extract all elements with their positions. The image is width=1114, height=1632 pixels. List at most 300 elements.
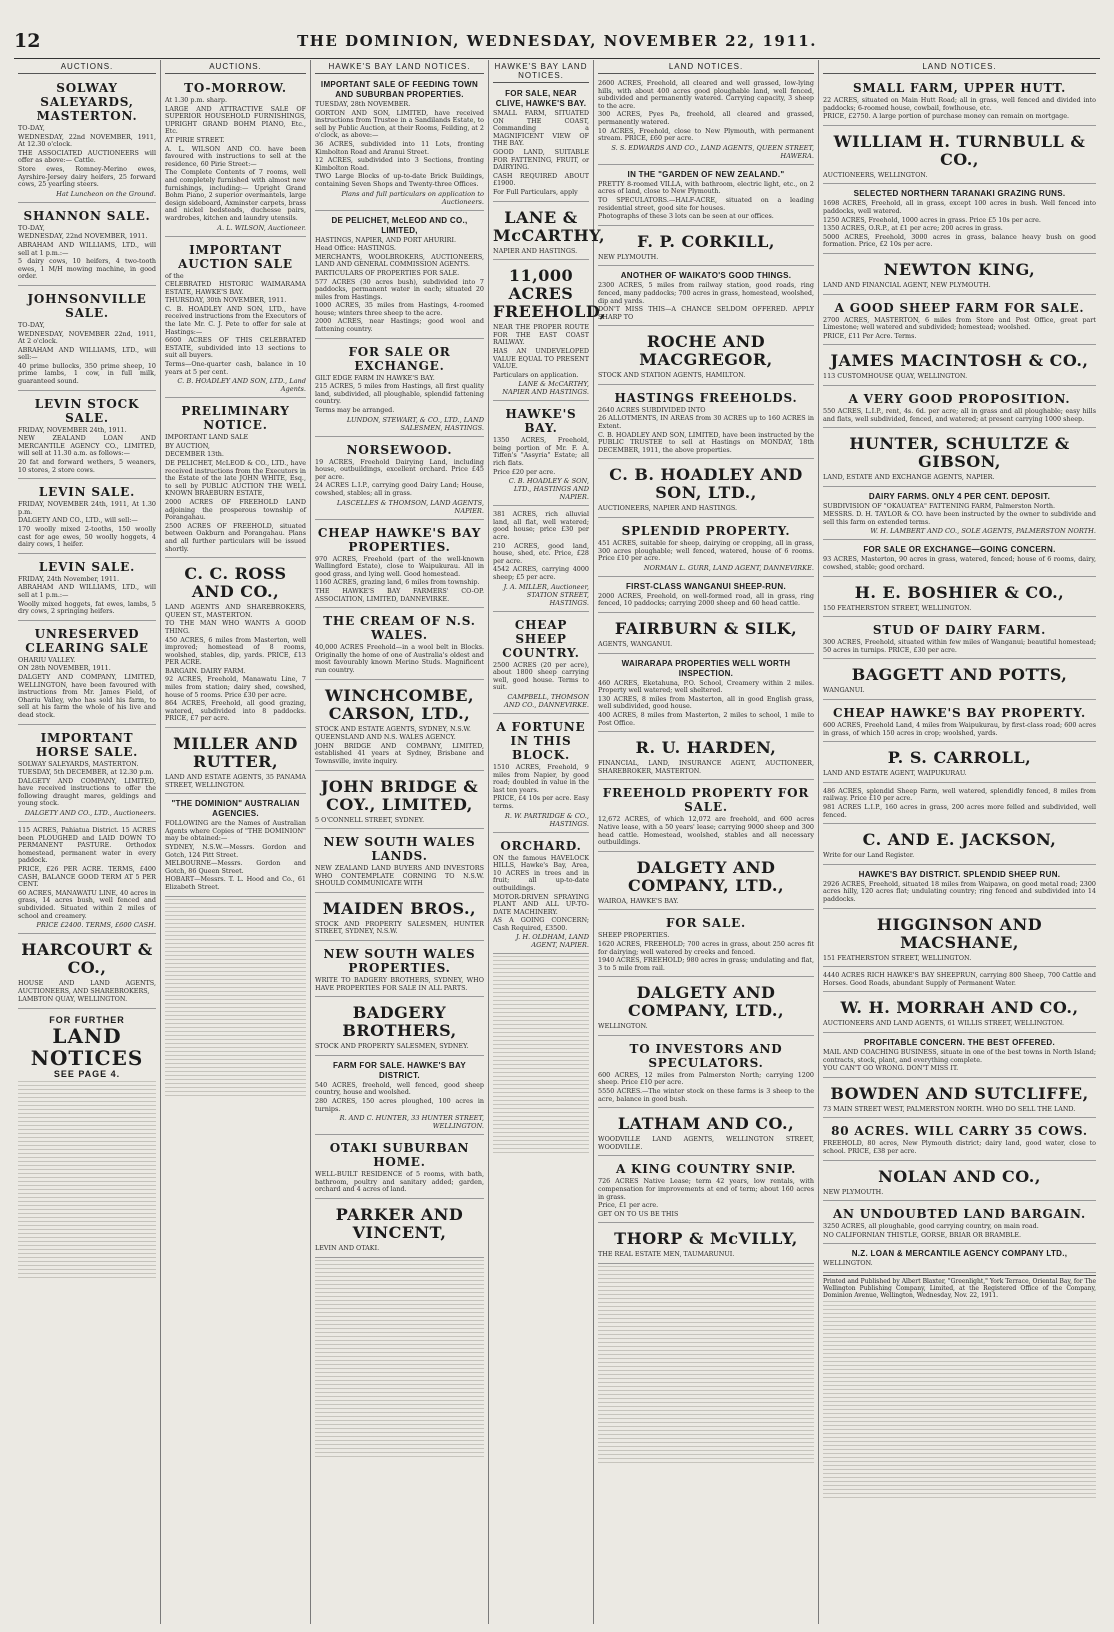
ad-text: 5000 ACRES, Freehold, 3000 acres in grass, balance heavy bush on good formation. Price, £2 10s per acre.	[823, 232, 1096, 249]
ad-text: LAMBTON QUAY, WELLINGTON.	[18, 995, 128, 1004]
ad-text: FRIDAY, 24th November, 1911.	[18, 574, 120, 583]
ad-text: 450 ACRES, 6 miles from Masterton, well improved; homestead of 8 rooms, woolshed, stables, dip, yards. PRICE, £13 PER ACRE.	[165, 635, 306, 667]
ad-heading: LEVIN SALE.	[38, 559, 136, 574]
ad-text: AUCTIONEERS, WELLINGTON.	[823, 170, 928, 179]
advertisement	[315, 213, 484, 339]
ad-heading: THORP & McVILLY,	[614, 1229, 798, 1249]
advertisement	[598, 579, 814, 613]
advertisement	[823, 489, 1096, 541]
ad-text: MOTOR-DRIVEN SPRAYING PLANT AND ALL UP-TO-DATE MACHINERY.	[493, 892, 589, 916]
ad-text: GOOD LAND, SUITABLE FOR FATTENING, FRUIT, or DAIRYING.	[493, 147, 589, 172]
ad-text: 170 woolly mixed 2-tooths, 150 woolly cast for age ewes, 50 woolly hoggets, 4 dairy cows, 1 heifer.	[18, 525, 156, 549]
ad-text: TWO Large Blocks of up-to-date Brick Buildings, containing Seven Shops and Twenty-three Offices.	[315, 172, 484, 188]
advertisement	[598, 461, 814, 518]
ad-heading: THE CREAM OF N.S. WALES.	[323, 614, 476, 643]
ad-heading: C. B. HOADLEY AND SON, LTD.,	[609, 465, 803, 503]
ad-heading: FOR SALE, NEAR CLIVE, HAWKE'S BAY.	[495, 89, 587, 108]
ad-text: 864 ACRES, Freehold, all good grazing, watered, subdivided into 8 paddocks. PRICE, £7 per acre.	[165, 699, 306, 723]
ad-text: AT PIRIE STREET.	[165, 135, 225, 144]
ad-text: STOCK AND PROPERTY SALESMEN, HUNTER STREET, SYDNEY, N.S.W.	[315, 919, 484, 936]
ad-text: 300 ACRES, Pyes Pa, freehold, all cleared and grassed, permanently watered.	[598, 110, 814, 126]
ad-text: WOODVILLE LAND AGENTS, WELLINGTON STREET, WOODVILLE.	[598, 1135, 814, 1151]
ad-heading: PRELIMINARY NOTICE.	[181, 404, 290, 433]
ad-text: 981 ACRES L.I.P., 160 acres in grass, 200 acres more felled and subdivided, well fenced.	[823, 803, 1096, 819]
ad-text: C. B. HOADLEY AND SON, LTD., have received instructions from the Executors of the late Mr. C. J. Pete to offer for sale at Hastings:—	[165, 304, 306, 336]
ad-text: 2000 ACRES, Freehold, on well-formed road, all in grass, ring fenced, 10 paddocks; carrying 2000 sheep and 60 head cattle.	[598, 591, 814, 608]
advertisement	[598, 167, 814, 226]
ad-text: STOCK AND STATION AGENTS, HAMILTON.	[598, 371, 746, 380]
printer-imprint: Printed and Published by Albert Blaxter, "Greenlight," York Terrace, Oriental Bay, for The Wellington Publishing Company, Limited, at the Registered Office of the Company, Dominion Avenue, Wellington, Wednesday, Nov. 22, 1911.	[823, 1275, 1096, 1299]
advertisement	[823, 77, 1096, 126]
column-header: LAND NOTICES.	[598, 60, 814, 74]
advertisement	[315, 943, 484, 997]
ad-text: 2700 ACRES, MASTERTON, 6 miles from Store and Post Office, great part Limestone; well watered and subdivided; homestead; woolshed.	[823, 315, 1096, 332]
ad-text: 1350 ACRES, O.R.P., at £1 per acre; 200 acres in grass.	[823, 224, 1003, 233]
ad-heading: HARCOURT & CO.,	[21, 940, 153, 978]
ad-text: TUESDAY, 28th NOVEMBER.	[315, 100, 411, 108]
advertisement	[823, 430, 1096, 487]
ad-text: 2500 ACRES (20 per acre), about 1800 sheep carrying well, good house. Terms to suit.	[493, 660, 589, 692]
ad-text: HOBART—Messrs. T. L. Hood and Co., 61 Elizabeth Street.	[165, 875, 306, 891]
ad-text: PRICE, £4 10s per acre. Easy terms.	[493, 794, 589, 810]
ad-heading: HAWKE'S BAY.	[505, 407, 577, 436]
ad-text: 600 ACRES, 12 miles from Palmerston North; carrying 1200 sheep. Price £10 per acre.	[598, 1070, 814, 1087]
ad-heading: R. U. HARDEN,	[635, 738, 777, 758]
ad-heading: JAMES MACINTOSH & CO.,	[830, 351, 1089, 371]
ad-text: 2000 ACRES OF FREEHOLD LAND adjoining the prosperous township of Porangahau.	[165, 497, 306, 522]
ad-text: 130 ACRES, 8 miles from Masterton, all in good English grass, well subdivided, good house.	[598, 694, 814, 711]
ad-text: TO SPECULATORS.—HALF-ACRE, situated on a leading residential street, good site for houses.	[598, 195, 814, 212]
ad-heading: JOHNSONVILLE SALE.	[27, 291, 147, 320]
advertisement	[315, 439, 484, 520]
advertisement	[165, 400, 306, 558]
ad-text: PRETTY 8-roomed VILLA, with bathroom, electric light, etc., on 2 acres of land, close to New Plymouth.	[598, 179, 814, 196]
advertisement	[493, 403, 589, 506]
advertisement	[598, 1110, 814, 1156]
ad-heading: FOR SALE OR EXCHANGE.	[348, 344, 451, 373]
ad-heading: ROCHE AND MACGREGOR,	[639, 332, 773, 370]
ad-text: WANGANUI.	[823, 686, 865, 695]
ad-text: 60 ACRES, MANAWATU LINE, 40 acres in grass, 14 acres bush, well fenced and subdivided. Situated within 2 miles of school and creamery.	[18, 888, 156, 920]
advertisement	[823, 1203, 1096, 1244]
footer-see-page: SEE PAGE 4.	[53, 1068, 121, 1079]
advertisement	[823, 388, 1096, 428]
ad-signature: A. L. WILSON, Auctioneer.	[217, 223, 306, 232]
ad-text: 2640 ACRES SUBDIVIDED INTO	[598, 405, 706, 414]
small-print-filler	[315, 1260, 484, 1460]
ad-text: HASTINGS, NAPIER, AND PORT AHURIRI.	[315, 235, 457, 244]
ad-text: 300 ACRES, Freehold, situated within few miles of Wanganui; beautiful homestead; 50 acres in turnips. PRICE, £30 per acre.	[823, 638, 1096, 654]
ad-text: Terms—One-quarter cash, balance in 10 years at 5 per cent.	[165, 360, 306, 376]
ad-text: ABRAHAM AND WILLIAMS, LTD., will sell at 1 p.m.:—	[18, 240, 156, 257]
advertisement	[18, 936, 156, 1009]
advertisement	[18, 727, 156, 823]
ad-text: 151 FEATHERSTON STREET, WELLINGTON.	[823, 953, 972, 962]
ad-heading: SMALL FARM, UPPER HUTT.	[852, 81, 1067, 95]
advertisement	[315, 999, 484, 1056]
ad-text: 24 ACRES L.I.P., carrying good Dairy Land; House, cowshed, stables; all in grass.	[315, 481, 484, 497]
ad-text: 36 ACRES, subdivided into 11 Lots, fronting Kimbolton Road and Aranui Street.	[315, 139, 484, 156]
advertisement	[823, 994, 1096, 1033]
ad-text: 2300 ACRES, 5 miles from railway station, good roads, ring fenced, many paddocks; 700 acres in grass, homestead, woolshed, dip and yards.	[598, 281, 814, 305]
ad-text: GORTON AND SON, LIMITED, have received instructions from Trustee in a Sandilands Estate, to sell by Public Auction, at their Rooms, Feilding, at 2 o'clock, as above:—	[315, 108, 484, 140]
ad-text: MAIL AND COACHING BUSINESS, situate in one of the best towns in North Island; contracts, stock, plant, and everything complete.	[823, 1047, 1096, 1064]
ad-text: DALGETY AND CO., LTD., will sell:—	[18, 516, 138, 525]
ad-text: 280 ACRES, 150 acres ploughed, 100 acres in turnips.	[315, 1097, 484, 1113]
ad-heading: FOR SALE.	[665, 916, 747, 931]
newspaper-title: THE DOMINION, WEDNESDAY, NOVEMBER 22, 1911.	[297, 32, 817, 50]
ad-text: 4542 ACRES, carrying 4000 sheep; £5 per acre.	[493, 565, 589, 581]
advertisement	[598, 734, 814, 780]
ad-text: 3250 ACRES, all ploughable, good carrying country, on main road.	[823, 1222, 1039, 1231]
advertisement	[315, 1201, 484, 1258]
ad-signature: PRICE £2400. TERMS, £600 CASH.	[36, 921, 156, 930]
masthead	[14, 28, 1100, 59]
ad-text: For Full Particulars, apply	[493, 187, 578, 196]
ad-text: SOLWAY SALEYARDS, MASTERTON.	[18, 759, 139, 768]
advertisement	[823, 867, 1096, 909]
advertisement	[598, 228, 814, 267]
ad-text: 40,000 ACRES Freehold—in a wool belt in Blocks. Originally the home of one of Australia's oldest and most favourably known Merino Studs. Magnificent run country.	[315, 643, 484, 674]
advertisement	[18, 393, 156, 480]
advertisement	[823, 297, 1096, 346]
ad-heading: STUD OF DAIRY FARM.	[872, 623, 1047, 638]
ad-text: 1160 ACRES, grazing land, 6 miles from township.	[315, 578, 480, 587]
advertisement	[823, 744, 1096, 783]
ad-heading: DE PELICHET, McLEOD AND CO., LIMITED,	[331, 215, 468, 235]
advertisement	[315, 341, 484, 437]
ad-text: BY AUCTION,	[165, 441, 210, 450]
column-header: HAWKE'S BAY LAND NOTICES.	[493, 60, 589, 83]
ad-heading: 80 ACRES. WILL CARRY 35 COWS.	[831, 1124, 1088, 1139]
ad-heading: NORSEWOOD.	[346, 442, 453, 457]
ad-text: 486 ACRES, splendid Sheep Farm, well watered, splendidly fenced, 8 miles from railway. Price £10 per acre.	[823, 786, 1096, 803]
ad-text: 5550 ACRES.—The winter stock on these farms is 3 sheep to the acre, balance in good bush.	[598, 1087, 814, 1103]
ad-heading: P. S. CARROLL,	[887, 748, 1032, 768]
ad-text: 5 dairy cows, 10 heifers, 4 two-tooth ewes, 1 M/H mowing machine, in good order.	[18, 257, 156, 281]
ad-text: A. L. WILSON AND CO. have been favoured with instructions to sell at the residence, 60 Pirie Street:—	[165, 144, 306, 168]
ad-text: WELL-BUILT RESIDENCE of 5 rooms, with bath, bathroom, poultry and sanitary added; garden, orchard and 4 acres of land.	[315, 1170, 484, 1194]
ad-signature: LASCELLES & THOMSON, LAND AGENTS, NAPIER.	[336, 498, 484, 515]
ad-heading: FOR SALE OR EXCHANGE—GOING CONCERN.	[863, 545, 1056, 555]
ad-text: NAPIER AND HASTINGS.	[493, 246, 578, 255]
ad-text: WEDNESDAY, 22nd NOVEMBER, 1911.	[18, 232, 148, 241]
advertisement	[18, 205, 156, 286]
ad-signature: CAMPBELL, THOMSON AND CO., DANNEVIRKE.	[504, 692, 589, 709]
advertisement	[493, 614, 589, 714]
ad-text: LAND AND FINANCIAL AGENT, NEW PLYMOUTH.	[823, 280, 991, 289]
ad-text: FRIDAY, NOVEMBER 24th, 1911, At 1.30 p.m.	[18, 500, 156, 516]
ad-heading: BADGERY BROTHERS,	[342, 1003, 457, 1041]
advertisement	[823, 911, 1096, 968]
ad-heading: NEW SOUTH WALES PROPERTIES.	[323, 947, 476, 976]
ad-signature: LUNDON, STEWART, & CO., LTD., LAND SALESMEN, HASTINGS.	[346, 415, 484, 432]
ad-text: 10 ACRES, Freehold, close to New Plymouth, with permanent stream. PRICE, £60 per acre.	[598, 126, 814, 143]
ad-text: 1000 ACRES, 35 miles from Hastings, 4-roomed house; winters three sheep to the acre.	[315, 301, 484, 317]
ad-text: Photographs of these 3 lots can be seen at our offices.	[598, 212, 774, 221]
column-6	[819, 60, 1100, 1624]
ad-heading: W. H. MORRAH AND CO.,	[840, 998, 1079, 1018]
ad-heading: HIGGINSON AND MACSHANE,	[876, 914, 1043, 952]
advertisement	[598, 328, 814, 385]
ad-heading: FREEHOLD PROPERTY FOR SALE.	[602, 786, 810, 815]
small-print-filler	[823, 1301, 1096, 1501]
ad-text: FREEHOLD, 80 acres, New Plymouth district; dairy land, good water, close to school. PRICE, £38 per acre.	[823, 1139, 1096, 1155]
columns-container	[14, 60, 1100, 1624]
ad-heading: NEWTON KING,	[883, 259, 1036, 279]
ad-text: DECEMBER 13th.	[165, 450, 224, 459]
advertisement	[598, 1225, 814, 1264]
column-3	[311, 60, 489, 1624]
ad-text: ON the famous HAVELOCK HILLS, Hawke's Bay, Area, 10 ACRES in trees and in fruit; all up-to-date outbuildings.	[493, 853, 589, 892]
ad-text: WEDNESDAY, NOVEMBER 22nd, 1911, At 2 o'clock.	[18, 329, 156, 346]
ad-text: 93 ACRES, Masterton, 90 acres in grass, watered, fenced; house of 6 rooms, dairy, cowshed, stable; good orchard.	[823, 555, 1096, 572]
advertisement	[823, 1035, 1096, 1078]
ad-heading: CHEAP HAWKE'S BAY PROPERTIES.	[317, 525, 482, 554]
ad-text: 12 ACRES, subdivided into 3 Sections, fronting Kimbolton Road.	[315, 156, 484, 172]
advertisement	[18, 623, 156, 725]
advertisement	[493, 508, 589, 611]
ad-text: CASH REQUIRED ABOUT £1900.	[493, 171, 589, 188]
ad-heading: PROFITABLE CONCERN. THE BEST OFFERED.	[864, 1037, 1055, 1047]
ad-heading: FAIRBURN & SILK,	[614, 619, 798, 638]
ad-text: 6600 ACRES OF THIS CELEBRATED ESTATE, subdivided into 13 sections to suit all buyers.	[165, 336, 306, 360]
advertisement	[165, 796, 306, 896]
advertisement	[315, 831, 484, 893]
ad-text: FINANCIAL, LAND, INSURANCE AGENT, AUCTIONEER, SHAREBROKER, MASTERTON.	[598, 759, 814, 775]
ad-text: SHEEP PROPERTIES.	[598, 931, 670, 940]
ad-heading: A FORTUNE IN THIS BLOCK.	[496, 719, 586, 762]
ad-text: NEW PLYMOUTH.	[598, 252, 659, 261]
ad-heading: IMPORTANT HORSE SALE.	[35, 730, 139, 759]
advertisement	[165, 560, 306, 728]
ad-text: 1940 ACRES, FREEHOLD; 980 acres in grass; undulating and flat, 3 to 5 mile from rail.	[598, 956, 814, 972]
column-header: HAWKE'S BAY LAND NOTICES.	[315, 60, 484, 74]
ad-heading: A KING COUNTRY SNIP.	[615, 1162, 797, 1177]
footer-for-further: FOR FURTHER	[49, 1014, 125, 1025]
ad-heading: DALGETY AND COMPANY, LTD.,	[627, 983, 785, 1021]
ad-heading: SPLENDID PROPERTY.	[621, 524, 791, 539]
ad-text: 550 ACRES, L.I.P., rent, 4s. 6d. per acre; all in grass and all ploughable; easy hills and flats, well subdivided, fenced, and watered; at present carrying 1000 sheep.	[823, 406, 1096, 423]
ad-signature: NORMAN L. GURR, LAND AGENT, DANNEVIRKE.	[643, 563, 814, 572]
ad-text: SMALL FARM, SITUATED ON THE COAST, Commanding a MAGNIFICENT VIEW OF THE BAY.	[493, 109, 589, 148]
ad-heading: IMPORTANT SALE OF FEEDING TOWN AND SUBURBAN PROPERTIES.	[320, 80, 479, 99]
ad-signature: W. H. LAMBERT AND CO., SOLE AGENTS, PALMERSTON NORTH.	[870, 527, 1096, 536]
advertisement	[598, 912, 814, 977]
advertisement	[598, 656, 814, 733]
ad-heading: DAIRY FARMS. ONLY 4 PER CENT. DEPOSIT.	[868, 491, 1051, 501]
ad-text: WELLINGTON.	[823, 1259, 873, 1268]
land-notices-footer	[18, 1015, 156, 1079]
ad-heading: LATHAM AND CO.,	[617, 1114, 795, 1134]
advertisement	[315, 522, 484, 609]
ad-text: NEW PLYMOUTH.	[823, 1187, 884, 1196]
ad-text: THE ASSOCIATED AUCTIONEERS will offer as above:— Cattle.	[18, 148, 156, 165]
ad-heading: CHEAP HAWKE'S BAY PROPERTY.	[833, 706, 1086, 721]
ad-heading: ANOTHER OF WAIKATO'S GOOD THINGS.	[620, 271, 792, 281]
ad-text: TO THE MAN WHO WANTS A GOOD THING.	[165, 619, 306, 635]
advertisement	[315, 895, 484, 941]
ad-heading: A GOOD SHEEP FARM FOR SALE.	[834, 300, 1085, 315]
ad-signature: Hat Luncheon on the Ground.	[56, 189, 156, 198]
ad-text: STOCK AND PROPERTY SALESMEN, SYDNEY.	[315, 1042, 469, 1051]
ad-text: 1698 ACRES, Freehold, all in grass, except 100 acres in bush. Well fenced into paddocks, well watered.	[823, 199, 1096, 215]
ad-signature: S. S. EDWARDS AND CO., LAND AGENTS, QUEEN STREET, HAWERA.	[611, 143, 814, 160]
small-print-filler	[165, 899, 306, 1099]
advertisement	[165, 77, 306, 237]
ad-text: LAND AND ESTATE AGENT, WAIPUKURAU.	[823, 769, 967, 778]
ad-signature: J. H. OLDHAM, LAND AGENT, NAPIER.	[516, 933, 589, 950]
ad-heading: CHEAP SHEEP COUNTRY.	[502, 617, 580, 660]
ad-text: ABRAHAM AND WILLIAMS, LTD., will sell at 1 p.m.:—	[18, 583, 156, 599]
ad-text: THE REAL ESTATE MEN, TAUMARUNUI.	[598, 1250, 735, 1259]
advertisement	[823, 702, 1096, 742]
ad-heading: LEVIN STOCK SALE.	[34, 396, 140, 425]
ad-heading: LEVIN SALE.	[38, 485, 136, 500]
ad-text: 26 ALLOTMENTS, IN AREAS from 30 ACRES up to 160 ACRES in Extent.	[598, 414, 814, 431]
ad-text: WELLINGTON.	[598, 1022, 648, 1031]
ad-heading: AN UNDOUBTED LAND BARGAIN.	[832, 1207, 1087, 1222]
ad-text: PRICE, £26 PER ACRE. TERMS, £400 CASH, BALANCE GOOD TERM AT 5 PER CENT.	[18, 865, 156, 889]
ad-text: The Complete Contents of 7 rooms, well and completely furnished with almost new furnishings, including:— Upright Grand Bohm Piano, 2 superior overmantels, large design sideboard, Axminster carpets, brass and nickel bedsteads, duchesse pairs, wardrobes, kitchen and laundry utensils.	[165, 168, 306, 222]
column-header: AUCTIONS.	[18, 60, 156, 74]
small-print-filler	[598, 1266, 814, 1466]
ad-text: 400 ACRES, 8 miles from Masterton, 2 miles to school, 1 mile to Post Office.	[598, 710, 814, 727]
ad-text: ABRAHAM AND WILLIAMS, LTD., will sell:—	[18, 345, 156, 362]
ad-heading: H. E. BOSHIER & CO.,	[854, 582, 1065, 602]
ad-heading: IMPORTANT AUCTION SALE	[178, 242, 293, 271]
ad-signature: LANE & McCARTHY, NAPIER AND HASTINGS.	[502, 380, 589, 397]
ad-text: LARGE AND ATTRACTIVE SALE OF SUPERIOR HOUSEHOLD FURNISHINGS, UPRIGHT GRAND BOHM PIANO, Etc., Etc.	[165, 104, 306, 136]
ad-text: AS A GOING CONCERN; Cash Required, £3500.	[493, 916, 589, 932]
ad-heading: A VERY GOOD PROPOSITION.	[848, 391, 1071, 406]
ad-heading: ORCHARD.	[500, 838, 582, 853]
ad-heading: C. C. ROSS AND CO.,	[184, 564, 287, 602]
advertisement	[823, 1080, 1096, 1119]
advertisement	[493, 835, 589, 955]
advertisement	[18, 77, 156, 203]
ad-text: TUESDAY, 5th DECEMBER, at 12.30 p.m.	[18, 768, 154, 777]
advertisement	[823, 347, 1096, 386]
ad-signature: C. B. HOADLEY & SON, LTD., HASTINGS AND NAPIER.	[508, 477, 589, 502]
ad-text: AGENTS, WANGANUI.	[598, 640, 673, 648]
ad-heading: 11,000 ACRES FREEHOLD,	[493, 266, 606, 322]
advertisement	[315, 682, 484, 771]
ad-text: 1510 ACRES, Freehold, 9 miles from Napier, by good road; doubled in value in the last ten years.	[493, 762, 589, 794]
advertisement	[493, 204, 606, 261]
ad-text: 150 FEATHERSTON STREET, WELLINGTON.	[823, 603, 972, 612]
advertisement	[823, 785, 1096, 824]
ad-signature: J. A. MILLER, Auctioneer, STATION STREET, HASTINGS.	[503, 582, 589, 607]
ad-text: OHARIU VALLEY.	[18, 655, 76, 664]
ad-text: THURSDAY, 30th NOVEMBER, 1911.	[165, 296, 287, 305]
footer-land-notices: LAND NOTICES	[30, 1023, 144, 1070]
advertisement	[315, 773, 484, 830]
advertisement	[823, 186, 1096, 254]
ad-text: TO-DAY,	[18, 320, 45, 329]
ad-text: MERCHANTS, WOOLBROKERS, AUCTIONEERS, LAND AND GENERAL COMMISSION AGENTS.	[315, 252, 484, 269]
advertisement	[315, 1058, 484, 1135]
ad-heading: TO-MORROW.	[184, 81, 287, 95]
ad-heading: FARM FOR SALE. HAWKE'S BAY DISTRICT.	[333, 1060, 466, 1080]
advertisement	[493, 716, 589, 833]
ad-text: AUCTIONEERS AND LAND AGENTS, 61 WILLIS STREET, WELLINGTON.	[823, 1019, 1064, 1028]
ad-heading: SOLWAY SALEYARDS, MASTERTON.	[36, 81, 138, 123]
ad-text: GILT EDGE FARM IN HAWKE'S BAY.	[315, 373, 435, 382]
ad-text: FOLLOWING are the Names of Australian Agents where Copies of "THE DOMINION" may be obtained:—	[165, 819, 306, 843]
ad-heading: WINCHCOMBE, CARSON, LTD.,	[324, 685, 475, 723]
ad-text: Head Office: HASTINGS.	[315, 244, 396, 253]
advertisement	[315, 610, 484, 679]
ad-text: 2500 ACRES OF FREEHOLD, situated between Oakburn and Porangahau. Plans and all further particulars will be issued shortly.	[165, 521, 306, 553]
ad-text: 2926 ACRES, Freehold, situated 18 miles from Waipawa, on good metal road; 2300 acres hilly, 120 acres flat; undulating country; ring fenced and subdivided into 14 paddocks.	[823, 879, 1096, 903]
advertisement	[823, 826, 1096, 865]
ad-heading: LANE & McCARTHY,	[493, 207, 606, 245]
ad-heading: SHANNON SALE.	[23, 208, 151, 223]
advertisement	[598, 615, 814, 654]
ad-text: 113 CUSTOMHOUSE QUAY, WELLINGTON.	[823, 372, 968, 381]
ad-text: Terms may be arranged.	[315, 406, 395, 415]
ad-text: 40 prime bullocks, 350 prime sheep, 10 prime lambs, 1 cow, in full milk, guaranteed sound.	[18, 361, 156, 386]
ad-text: 381 ACRES, rich alluvial land, all flat, well watered; good house; price £30 per acre.	[493, 510, 589, 542]
advertisement	[823, 542, 1096, 576]
advertisement	[18, 481, 156, 554]
ad-text: 22 ACRES, situated on Main Hutt Road; all in grass, well fenced and divided into paddocks; 6-roomed house, cowbail, fowlhouse, etc.	[823, 96, 1096, 112]
ad-text: PRICE, £11 Per Acre. Terms.	[823, 331, 917, 340]
ad-text: TO-DAY,	[18, 223, 45, 232]
ad-heading: WILLIAM H. TURNBULL & CO.,	[833, 131, 1086, 169]
ad-text: 19 ACRES, Freehold Dairying Land, including house, outbuildings, excellent orchard. Price £45 per acre.	[315, 457, 484, 481]
advertisement	[823, 1163, 1096, 1202]
ad-text: THE HAWKE'S BAY FARMERS' CO-OP. ASSOCIATION, LIMITED, DANNEVIRKE.	[315, 586, 484, 603]
column-header: AUCTIONS.	[165, 60, 306, 74]
ad-text: Woolly mixed hoggets, fat ewes, lambs, 5 dry cows, 2 springing heifers.	[18, 599, 156, 616]
ad-heading: IN THE "GARDEN OF NEW ZEALAND."	[627, 169, 785, 179]
ad-text: 577 ACRES (30 acres bush), subdivided into 7 paddocks, permanent water in each; situated 20 miles from Hastings.	[315, 277, 484, 301]
advertisement	[315, 1137, 484, 1199]
ad-text: QUEENSLAND AND N.S. WALES AGENCY.	[315, 733, 456, 742]
ad-text: SYDNEY, N.S.W.—Messrs. Gordon and Gotch, 124 Pitt Street.	[165, 843, 306, 859]
ad-text: DALGETY AND COMPANY, LIMITED, have received instructions to offer the following draught mares, geldings and young stock.	[18, 776, 156, 808]
ad-heading: TO INVESTORS AND SPECULATORS.	[629, 1041, 783, 1070]
advertisement	[823, 1120, 1096, 1160]
advertisement	[823, 128, 1096, 185]
ad-text: 115 ACRES, Pahiatua District. 15 ACRES been PLOUGHED and LAID DOWN TO PERMANENT PASTURE. Orthodox homestead, permanent water in every paddock.	[18, 826, 156, 865]
ad-text: WAIROA, HAWKE'S BAY.	[598, 896, 679, 905]
ad-text: 1620 ACRES, FREEHOLD; 700 acres in grass, about 250 acres fit for dairying; well watered by creeks and fenced.	[598, 939, 814, 956]
ad-text: NO CALIFORNIAN THISTLE, GORSE, BRIAR OR BRAMBLE.	[823, 1230, 1022, 1239]
ad-heading: NOLAN AND CO.,	[878, 1166, 1041, 1186]
ad-text: 451 ACRES, suitable for sheep, dairying or cropping, all in grass, 300 acres ploughable; well fenced, watered, house of 6 rooms. Price £10 per acre.	[598, 539, 814, 563]
ad-text: 600 ACRES, Freehold Land, 4 miles from Waipukurau, by first-class road; 600 acres in grass, of which 150 acres in crop; woolshed, yards.	[823, 721, 1096, 737]
ad-text: IMPORTANT LAND SALE	[165, 433, 249, 442]
ad-text: 73 MAIN STREET WEST, PALMERSTON NORTH. WHO DO SELL THE LAND.	[823, 1104, 1076, 1113]
ad-text: STOCK AND ESTATE AGENTS, SYDNEY, N.S.W.	[315, 724, 471, 733]
advertisement	[598, 268, 814, 326]
advertisement	[598, 979, 814, 1036]
advertisement	[598, 782, 814, 851]
ad-text: Store ewes, Romney-Merino ewes, Ayrshire-Jersey dairy heifers, 25 forward cows, 25 yearling steers.	[18, 164, 156, 189]
ad-text: 20 fat and forward wethers, 5 weaners, 10 stores, 2 store cows.	[18, 458, 156, 474]
ad-heading: F. P. CORKILL,	[637, 231, 775, 251]
ad-heading: N.Z. LOAN & MERCANTILE AGENCY COMPANY LTD.,	[851, 1249, 1068, 1259]
column-5	[594, 60, 819, 1624]
ad-text: PARTICULARS OF PROPERTIES FOR SALE.	[315, 268, 460, 277]
column-1	[14, 60, 161, 1624]
advertisement	[823, 256, 1096, 295]
ad-text: MELBOURNE—Messrs. Gordon and Gotch, 86 Queen Street.	[165, 859, 306, 875]
ad-text: C. B. HOADLEY AND SON, LIMITED, have been instructed by the PUBLIC TRUSTEE to sell at Hastings on MONDAY, 18th DECEMBER, 1911, the above properties.	[598, 430, 814, 454]
